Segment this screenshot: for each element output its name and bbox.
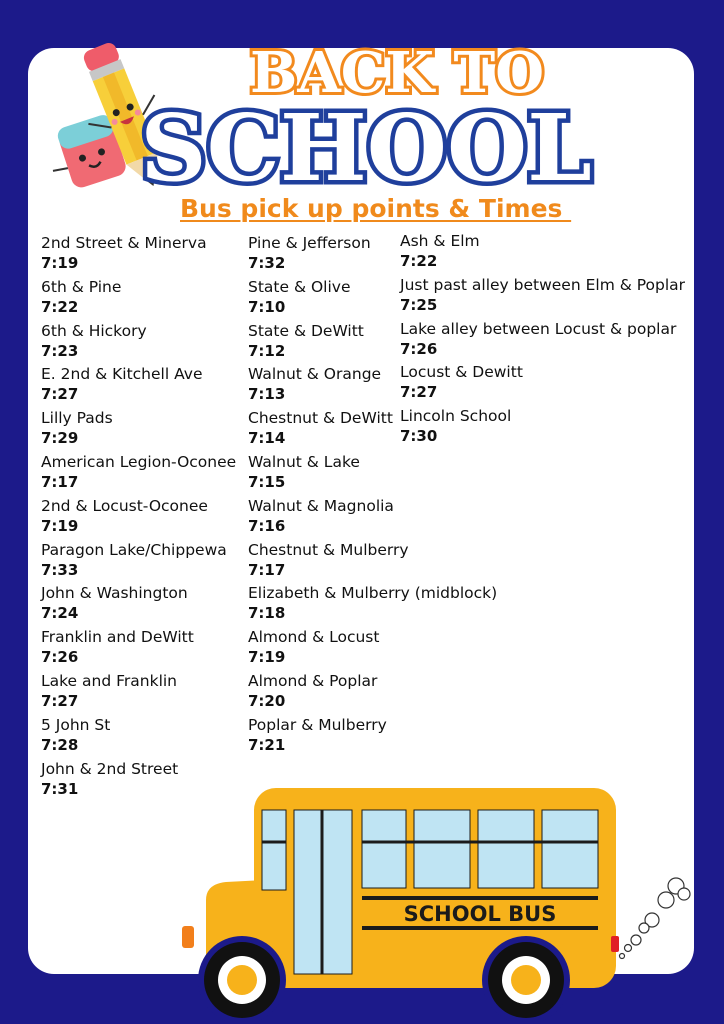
stop-name: Ash & Elm: [400, 232, 480, 250]
stop-time: 7:26: [41, 648, 79, 667]
stop-time: 7:33: [41, 560, 79, 579]
stop-name: Lincoln School: [400, 407, 512, 426]
stop-name: Lake alley between Locust & poplar: [400, 319, 677, 338]
stop-time: 7:19: [41, 254, 79, 272]
stop-time: 7:26: [400, 339, 438, 358]
stop-time: 7:27: [41, 385, 79, 404]
stop-time: 7:13: [248, 385, 286, 404]
stop-name: Elizabeth & Mulberry (midblock): [248, 584, 498, 603]
stop-item: [41, 540, 236, 584]
stop-time: 7:28: [41, 735, 79, 754]
stop-item: [400, 231, 685, 275]
stop-name: American Legion-Oconee: [41, 452, 237, 471]
stop-time: 7:27: [400, 383, 438, 402]
stop-name: Locust & Dewitt: [400, 363, 523, 382]
stop-name: 6th & Pine: [41, 277, 122, 296]
stop-time: 7:24: [41, 604, 79, 623]
stop-time: 7:12: [248, 341, 286, 360]
stop-time: 7:10: [248, 297, 286, 316]
stop-time: 7:18: [248, 604, 286, 623]
stop-name: Almond & Poplar: [248, 671, 378, 690]
stop-name: John & Washington: [41, 584, 188, 603]
bus-label: SCHOOL BUS: [403, 902, 557, 926]
stop-name: Just past alley between Elm & Poplar: [400, 275, 686, 294]
stop-name: 2nd & Locust-Oconee: [41, 496, 208, 515]
stop-name: Lilly Pads: [41, 409, 113, 428]
stop-name: Almond & Locust: [248, 628, 380, 647]
stop-item: [248, 540, 497, 584]
stop-name: Walnut & Magnolia: [248, 496, 394, 515]
stop-time: 7:27: [41, 691, 79, 710]
stop-time: 7:23: [41, 341, 79, 360]
stop-time: 7:25: [400, 295, 438, 314]
stop-name: Pine & Jefferson: [248, 234, 371, 252]
stop-time: 7:22: [41, 297, 79, 316]
stop-name: Poplar & Mulberry: [248, 715, 387, 734]
stop-item: [248, 671, 497, 715]
stop-item: [41, 277, 236, 321]
stop-time: 7:31: [41, 779, 79, 798]
stop-item: [41, 408, 236, 452]
stop-time: 7:30: [400, 427, 438, 446]
stop-item: [248, 715, 497, 759]
exhaust-smoke-icon: [614, 874, 694, 964]
stop-item: [41, 321, 236, 365]
stop-time: 7:14: [248, 429, 286, 448]
stop-item: [41, 233, 236, 277]
stop-time: 7:29: [41, 429, 79, 448]
stops-column-1: [41, 233, 236, 802]
stop-time: 7:17: [41, 472, 79, 491]
stop-item: [400, 319, 685, 363]
stop-time: 7:32: [248, 254, 286, 272]
front-wheel-icon: [198, 936, 286, 1024]
title-school: [140, 88, 592, 202]
stop-item: [248, 452, 497, 496]
stop-name: Walnut & Lake: [248, 452, 360, 471]
stop-item: [41, 496, 236, 540]
stop-item: [248, 627, 497, 671]
subtitle: Bus pick up points & Times: [180, 194, 572, 223]
stop-name: Chestnut & Mulberry: [248, 540, 409, 559]
stop-name: State & DeWitt: [248, 321, 364, 340]
svg-text:BACK TO: BACK TO: [250, 40, 544, 106]
stop-name: E. 2nd & Kitchell Ave: [41, 365, 203, 384]
stop-item: [41, 715, 236, 759]
stops-column-3: [400, 231, 685, 450]
stop-time: 7:19: [248, 648, 286, 667]
stop-name: Paragon Lake/Chippewa: [41, 540, 227, 559]
stop-time: 7:19: [41, 516, 79, 535]
stop-name: State & Olive: [248, 277, 351, 296]
stop-item: [41, 583, 236, 627]
stop-time: 7:16: [248, 516, 286, 535]
stop-time: 7:15: [248, 472, 286, 491]
svg-text:SCHOOL: SCHOOL: [140, 94, 592, 202]
stop-item: [400, 406, 685, 450]
stop-time: 7:21: [248, 735, 286, 754]
stop-name: Lake and Franklin: [41, 671, 178, 690]
stop-name: Chestnut & DeWitt: [248, 409, 393, 428]
stop-item: [400, 362, 685, 406]
stop-item: [41, 627, 236, 671]
stop-item: [400, 275, 685, 319]
stop-name: Walnut & Orange: [248, 365, 382, 384]
stop-time: 7:22: [400, 252, 438, 270]
stop-name: 2nd Street & Minerva: [41, 234, 207, 252]
stop-name: 5 John St: [41, 715, 111, 734]
stop-item: [248, 496, 497, 540]
stop-item: [41, 364, 236, 408]
stop-time: 7:20: [248, 691, 286, 710]
stop-item: [248, 583, 497, 627]
stop-time: 7:17: [248, 560, 286, 579]
stop-name: Franklin and DeWitt: [41, 628, 194, 647]
rear-wheel-icon: [482, 936, 570, 1024]
stop-name: John & 2nd Street: [41, 759, 179, 778]
stop-name: 6th & Hickory: [41, 321, 147, 340]
stop-item: [41, 671, 236, 715]
stop-item: [41, 452, 236, 496]
